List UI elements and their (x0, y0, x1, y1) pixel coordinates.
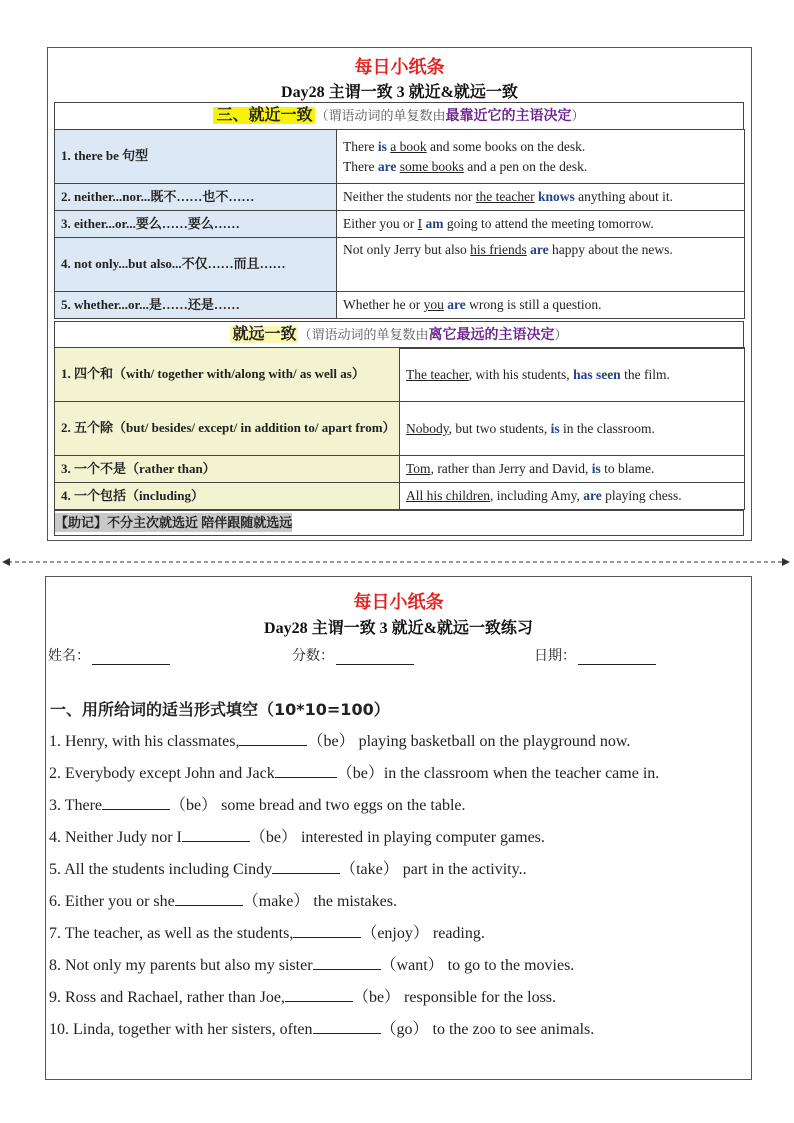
rule-label: 4. 一个包括（including） (55, 483, 400, 510)
near-heading-label: 三、就近一致 (213, 107, 315, 124)
answer-blank[interactable] (285, 987, 353, 1002)
rule-label: 2. neither...nor...既不……也不…… (55, 184, 337, 211)
sheet1-subtitle: Day28 主谓一致 3 就近&就远一致 (281, 84, 518, 101)
far-heading-label: 就远一致 (232, 326, 297, 343)
example-sentence: All his children, including Amy, are playing chess. (400, 483, 745, 510)
answer-blank[interactable] (182, 827, 250, 842)
table-row (55, 211, 745, 238)
far-note-prefix: （谓语动词的单复数由 (298, 327, 429, 342)
table-row (55, 348, 745, 402)
example-sentence: Nobody, but two students, is in the classroom. (400, 402, 745, 456)
answer-blank[interactable] (239, 731, 307, 746)
mnemonic-text: 【助记】不分主次就选近 陪伴跟随就选远 (55, 515, 293, 530)
dashed-divider (2, 556, 790, 568)
near-note-suffix: ） (571, 108, 585, 123)
sheet1-title: 每日小纸条 (354, 57, 445, 78)
question-item: 8. Not only my parents but also my sister （want） to go to the movies. (49, 957, 575, 974)
rule-label: 1. 四个和（with/ together with/along with/ as well as） (55, 348, 400, 402)
near-note-prefix: （谓语动词的单复数由 (315, 108, 446, 123)
rule-label: 1. there be 句型 (55, 130, 337, 184)
sheet2-title: 每日小纸条 (353, 592, 444, 613)
right-arrow-icon (782, 558, 790, 566)
table-row (55, 130, 745, 184)
example-sentence: There is a book and some books on the desk. (343, 138, 586, 154)
example-sentence: The teacher, with his students, has seen the film. (400, 348, 745, 402)
far-note-key: 离它最远的主语决定 (428, 328, 555, 343)
answer-blank[interactable] (313, 955, 381, 970)
far-note-suffix: ） (554, 327, 568, 342)
example-sentence: Neither the students nor the teacher knows anything about it. (337, 184, 745, 211)
question-item: 2. Everybody except John and Jack （be）in the classroom when the teacher came in. (49, 765, 660, 782)
table-row (55, 238, 745, 292)
exercise-sheet (45, 576, 752, 1080)
score-blank[interactable] (336, 650, 414, 665)
question-item: 10. Linda, together with her sisters, often （go） to the zoo to see animals. (49, 1021, 595, 1038)
answer-blank[interactable] (102, 795, 170, 810)
name-field[interactable]: 姓名： (48, 645, 170, 665)
example-sentence: Not only Jerry but also his friends are happy about the news. (337, 238, 745, 292)
answer-blank[interactable] (272, 859, 340, 874)
table-row (55, 292, 745, 319)
table-row (55, 483, 745, 510)
date-blank[interactable] (578, 650, 656, 665)
question-item: 7. The teacher, as well as the students, （enjoy） reading. (49, 925, 485, 942)
near-note-key: 最靠近它的主语决定 (445, 109, 572, 124)
near-agreement-heading (54, 102, 744, 130)
example-sentence: Either you or I am going to attend the meeting tomorrow. (337, 211, 745, 238)
question-item: 6. Either you or she （make） the mistakes. (49, 893, 397, 910)
table-row (55, 456, 745, 483)
question-item: 4. Neither Judy nor I （be） interested in playing computer games. (49, 829, 545, 846)
mnemonic-note (54, 510, 744, 536)
answer-blank[interactable] (313, 1019, 381, 1034)
near-agreement-table (54, 129, 745, 319)
answer-blank[interactable] (293, 923, 361, 938)
example-sentence: There are some books and a pen on the desk. (343, 158, 588, 174)
reference-sheet (47, 47, 752, 541)
rule-label: 5. whether...or...是……还是…… (55, 292, 337, 319)
rule-label: 3. 一个不是（rather than） (55, 456, 400, 483)
name-blank[interactable] (92, 650, 170, 665)
example-cell (337, 130, 745, 184)
example-sentence: Whether he or you are wrong is still a question. (337, 292, 745, 319)
date-field[interactable]: 日期： (534, 645, 656, 665)
question-item: 9. Ross and Rachael, rather than Joe, （be） responsible for the loss. (49, 989, 557, 1006)
exercise-section-title: 一、用所给词的适当形式填空（10*10=100） (50, 700, 390, 719)
rule-label: 3. either...or...要么……要么…… (55, 211, 337, 238)
question-item: 5. All the students including Cindy （take） part in the activity.. (49, 861, 527, 878)
left-arrow-icon (2, 558, 10, 566)
question-item: 3. There （be） some bread and two eggs on the table. (49, 797, 466, 814)
answer-blank[interactable] (275, 763, 337, 778)
far-agreement-table (54, 347, 745, 510)
question-item: 1. Henry, with his classmates, （be） playing basketball on the playground now. (49, 733, 631, 750)
sheet2-subtitle: Day28 主谓一致 3 就近&就远一致练习 (264, 620, 533, 637)
far-agreement-heading (54, 321, 744, 349)
rule-label: 2. 五个除（but/ besides/ except/ in addition to/ apart from） (55, 402, 400, 456)
table-row (55, 402, 745, 456)
table-row (55, 184, 745, 211)
rule-label: 4. not only...but also...不仅……而且…… (55, 238, 337, 292)
score-field[interactable]: 分数： (292, 645, 414, 665)
example-sentence: Tom, rather than Jerry and David, is to blame. (400, 456, 745, 483)
answer-blank[interactable] (175, 891, 243, 906)
